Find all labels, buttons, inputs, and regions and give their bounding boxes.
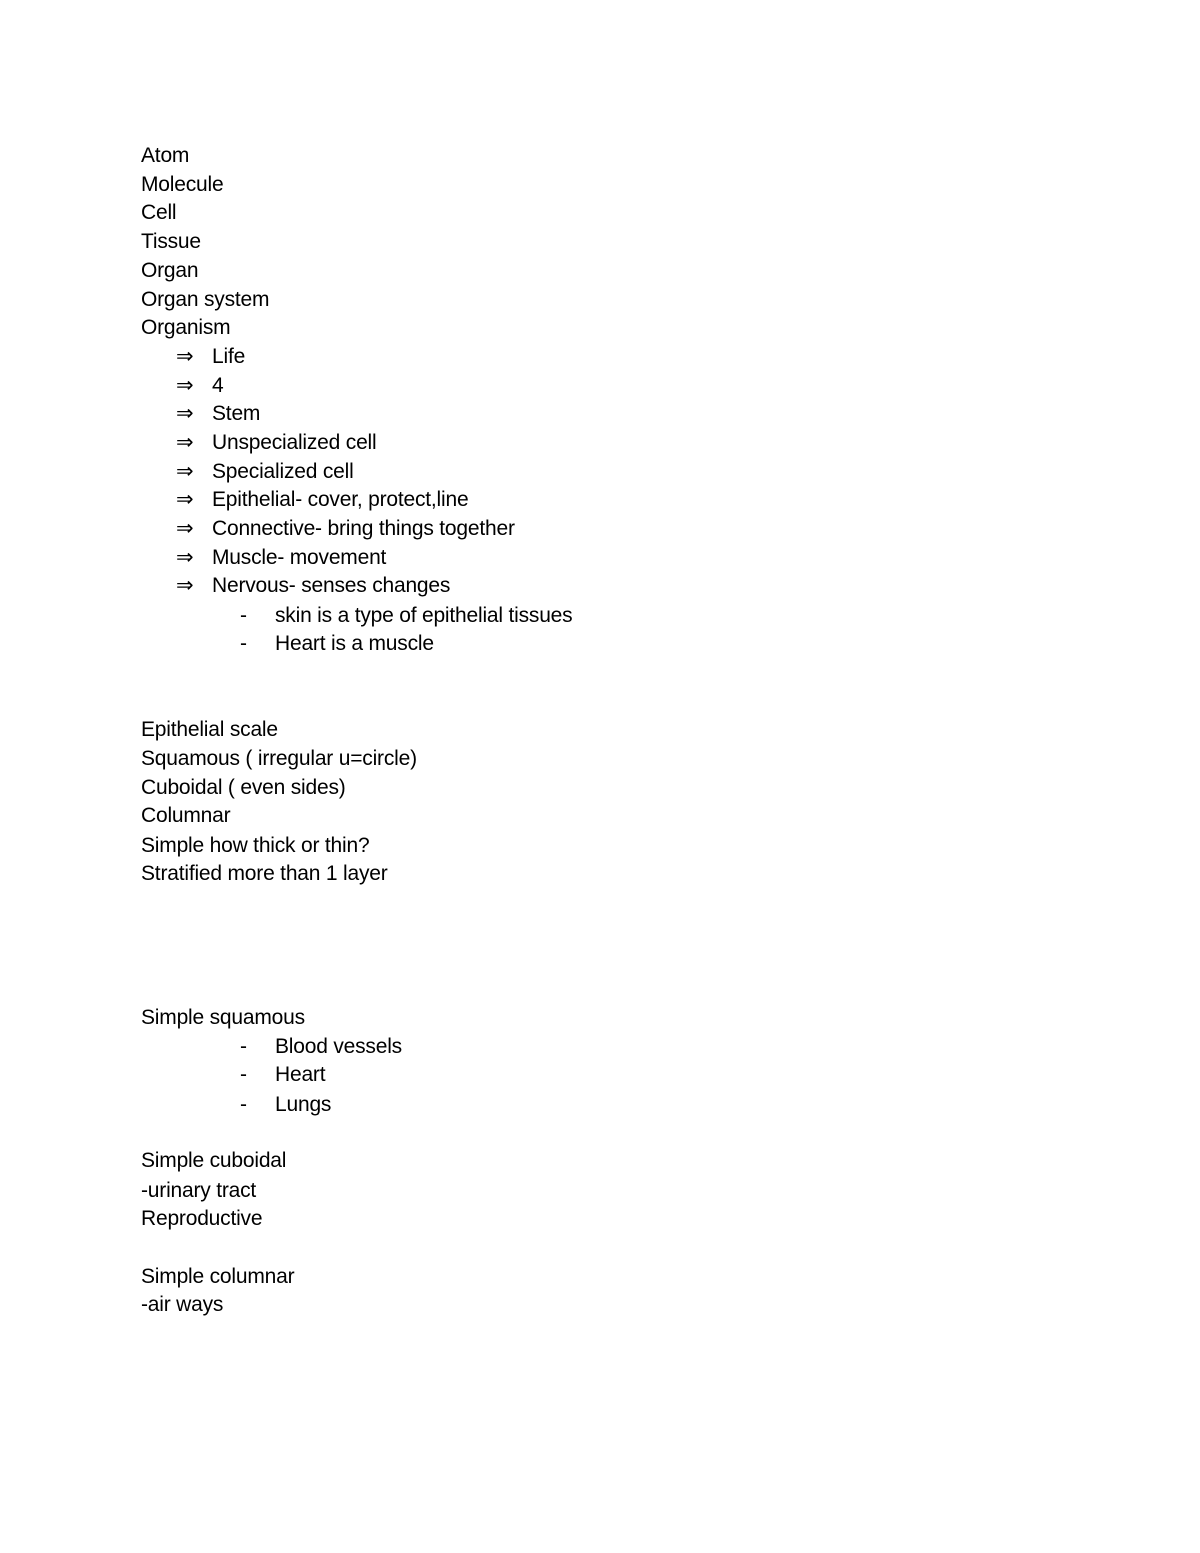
arrow-bullet-icon: ⇒ xyxy=(176,431,194,454)
epithelial-scale-heading: Epithelial scale xyxy=(141,718,278,741)
squamous-item-lungs: Lungs xyxy=(275,1093,332,1116)
arrow-bullet-icon: ⇒ xyxy=(176,546,194,569)
arrow-item-life: Life xyxy=(212,345,246,368)
arrow-item-connective: Connective- bring things together xyxy=(212,517,515,540)
arrow-bullet-icon: ⇒ xyxy=(176,488,194,511)
dash-bullet-icon: - xyxy=(240,1035,247,1058)
dash-bullet-icon: - xyxy=(240,632,247,655)
arrow-item-muscle: Muscle- movement xyxy=(212,546,387,569)
dash-bullet-icon: - xyxy=(240,1093,247,1116)
arrow-bullet-icon: ⇒ xyxy=(176,574,194,597)
columnar-line-airways: -air ways xyxy=(141,1293,224,1316)
arrow-item-stem: Stem xyxy=(212,402,261,425)
epithelial-line-cuboidal: Cuboidal ( even sides) xyxy=(141,776,346,799)
arrow-bullet-icon: ⇒ xyxy=(176,345,194,368)
arrow-bullet-icon: ⇒ xyxy=(176,374,194,397)
cuboidal-line-urinary: -urinary tract xyxy=(141,1179,257,1202)
arrow-item-nervous: Nervous- senses changes xyxy=(212,574,451,597)
epithelial-line-simple: Simple how thick or thin? xyxy=(141,834,370,857)
sub-item-skin: skin is a type of epithelial tissues xyxy=(275,604,573,627)
dash-bullet-icon: - xyxy=(240,604,247,627)
arrow-item-4: 4 xyxy=(212,374,224,397)
simple-squamous-heading: Simple squamous xyxy=(141,1006,305,1029)
squamous-item-blood-vessels: Blood vessels xyxy=(275,1035,402,1058)
arrow-item-unspecialized-cell: Unspecialized cell xyxy=(212,431,377,454)
arrow-bullet-icon: ⇒ xyxy=(176,402,194,425)
hierarchy-item-organ: Organ xyxy=(141,259,199,282)
arrow-item-epithelial: Epithelial- cover, protect,line xyxy=(212,488,469,511)
simple-columnar-heading: Simple columnar xyxy=(141,1265,295,1288)
hierarchy-item-cell: Cell xyxy=(141,201,177,224)
squamous-item-heart: Heart xyxy=(275,1063,326,1086)
hierarchy-item-organ-system: Organ system xyxy=(141,288,270,311)
epithelial-line-stratified: Stratified more than 1 layer xyxy=(141,862,388,885)
epithelial-line-squamous: Squamous ( irregular u=circle) xyxy=(141,747,417,770)
hierarchy-item-tissue: Tissue xyxy=(141,230,201,253)
hierarchy-item-atom: Atom xyxy=(141,144,190,167)
epithelial-line-columnar: Columnar xyxy=(141,804,231,827)
hierarchy-item-molecule: Molecule xyxy=(141,173,224,196)
arrow-bullet-icon: ⇒ xyxy=(176,517,194,540)
arrow-bullet-icon: ⇒ xyxy=(176,460,194,483)
hierarchy-item-organism: Organism xyxy=(141,316,231,339)
sub-item-heart-muscle: Heart is a muscle xyxy=(275,632,434,655)
simple-cuboidal-heading: Simple cuboidal xyxy=(141,1149,287,1172)
arrow-item-specialized-cell: Specialized cell xyxy=(212,460,354,483)
dash-bullet-icon: - xyxy=(240,1063,247,1086)
cuboidal-line-reproductive: Reproductive xyxy=(141,1207,263,1230)
